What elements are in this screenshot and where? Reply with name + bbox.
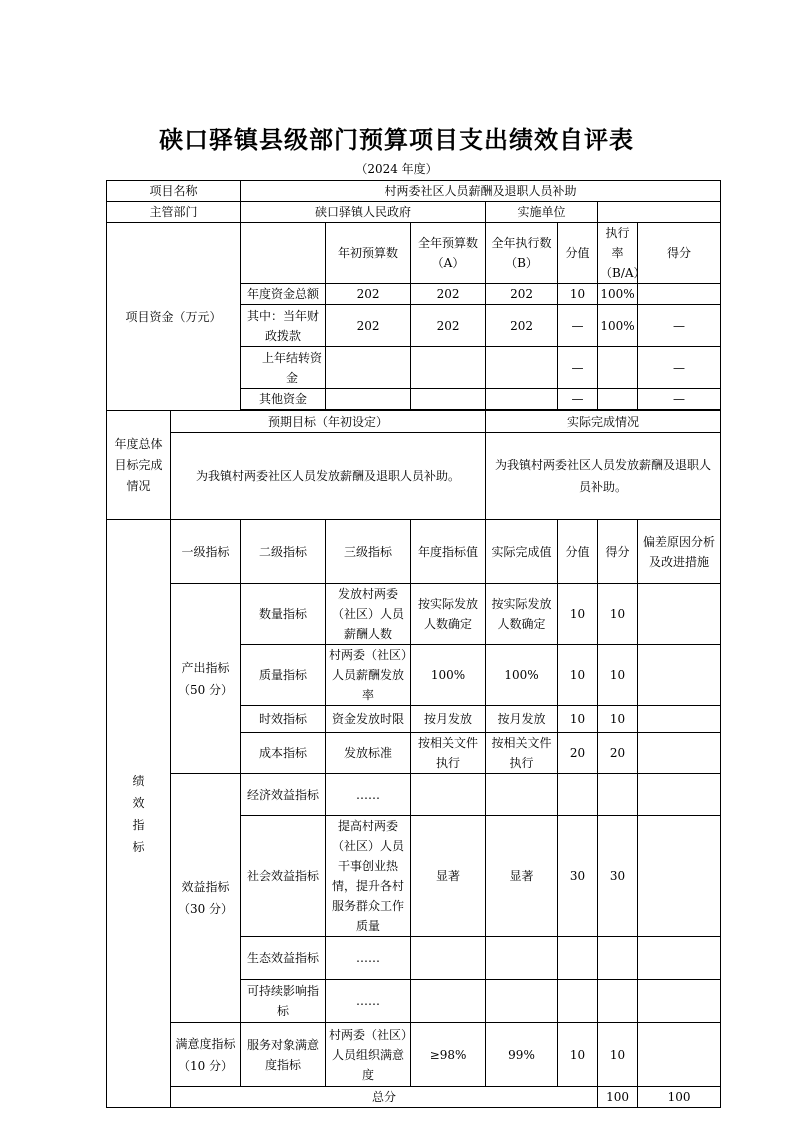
- funds-cell-score: —: [558, 347, 598, 389]
- funds-cell-score: —: [558, 305, 598, 347]
- funds-cell-rate: 100%: [598, 284, 638, 305]
- ind-actual: 按月发放: [486, 706, 558, 733]
- ind-reason: [638, 706, 721, 733]
- ind-level3: ……: [326, 980, 411, 1023]
- funds-cell-got: —: [638, 347, 721, 389]
- ind-reason: [638, 584, 721, 645]
- ind-header-level3: 三级指标: [326, 520, 411, 584]
- ind-reason: [638, 1023, 721, 1087]
- funds-header-row: [107, 223, 721, 284]
- row-department: [107, 202, 721, 223]
- year-subtitle: （2024 年度）: [355, 162, 438, 176]
- ind-target: 100%: [411, 645, 486, 706]
- ind-reason: [638, 980, 721, 1023]
- ind-got: 10: [598, 584, 638, 645]
- funds-cell-score: —: [558, 389, 598, 410]
- funds-header-got: 得分: [638, 223, 721, 284]
- ind-score: 10: [558, 706, 598, 733]
- funds-cell-rate: [598, 389, 638, 410]
- indicators-label: [107, 520, 171, 1108]
- ind-actual: [486, 937, 558, 980]
- funds-cell-full: [411, 389, 486, 410]
- ind-score: 30: [558, 816, 598, 937]
- ind-actual: 99%: [486, 1023, 558, 1087]
- ind-header-actual: 实际完成值: [486, 520, 558, 584]
- group-benefit-label: 效益指标（30 分）: [171, 774, 241, 1023]
- dept-label: 主管部门: [107, 202, 241, 223]
- ind-score: 10: [558, 1023, 598, 1087]
- ind-target: 按月发放: [411, 706, 486, 733]
- ind-level3: 发放村两委（社区）人员薪酬人数: [326, 584, 411, 645]
- ind-score: [558, 980, 598, 1023]
- funds-header-score: 分值: [558, 223, 598, 284]
- funds-cell-exec: 202: [486, 284, 558, 305]
- dept-value: 硖口驿镇人民政府: [241, 202, 486, 223]
- total-row: [107, 1087, 721, 1108]
- funds-row-label: 其中：当年财政拨款: [241, 305, 326, 347]
- ind-target: [411, 980, 486, 1023]
- funds-cell-got: [638, 284, 721, 305]
- ind-level2: 数量指标: [241, 584, 326, 645]
- goals-content-row: [107, 433, 721, 520]
- funds-cell-initial: 202: [326, 284, 411, 305]
- goals-expected-text: 为我镇村两委社区人员发放薪酬及退职人员补助。: [171, 433, 486, 520]
- row-project-name: [107, 181, 721, 202]
- ind-reason: [638, 733, 721, 774]
- ind-reason: [638, 816, 721, 937]
- funds-row-label: 上年结转资金: [241, 347, 326, 389]
- funds-row-label: 年度资金总额: [241, 284, 326, 305]
- ind-reason: [638, 937, 721, 980]
- funds-header-blank: [241, 223, 326, 284]
- funds-label: 项目资金（万元）: [107, 223, 241, 411]
- funds-cell-rate: [598, 347, 638, 389]
- funds-cell-full: [411, 347, 486, 389]
- ind-level2: 社会效益指标: [241, 816, 326, 937]
- goals-label: 年度总体目标完成情况: [107, 411, 171, 520]
- ind-level2: 质量指标: [241, 645, 326, 706]
- indicator-row: [107, 774, 721, 816]
- goals-header-row: [107, 411, 721, 433]
- ind-got: [598, 980, 638, 1023]
- performance-table: [106, 180, 721, 1108]
- ind-target: 按相关文件执行: [411, 733, 486, 774]
- ind-actual: 100%: [486, 645, 558, 706]
- ind-header-target: 年度指标值: [411, 520, 486, 584]
- indicator-row: [107, 1023, 721, 1087]
- ind-level3: 村两委（社区）人员组织满意度: [326, 1023, 411, 1087]
- ind-level3: 资金发放时限: [326, 706, 411, 733]
- ind-level3: ……: [326, 774, 411, 816]
- ind-reason: [638, 774, 721, 816]
- unit-label: 实施单位: [486, 202, 598, 223]
- funds-cell-exec: 202: [486, 305, 558, 347]
- funds-header-full-exec: 全年执行数（B）: [486, 223, 558, 284]
- ind-target: 显著: [411, 816, 486, 937]
- funds-cell-initial: [326, 389, 411, 410]
- ind-level2: 生态效益指标: [241, 937, 326, 980]
- funds-cell-got: —: [638, 305, 721, 347]
- funds-row-label: 其他资金: [241, 389, 326, 410]
- ind-score: 10: [558, 584, 598, 645]
- funds-cell-score: 10: [558, 284, 598, 305]
- funds-header-full-budget: 全年预算数（A）: [411, 223, 486, 284]
- ind-level2: 可持续影响指标: [241, 980, 326, 1023]
- funds-cell-exec: [486, 389, 558, 410]
- ind-actual: [486, 980, 558, 1023]
- funds-header-rate: 执行率（B/A）: [598, 223, 638, 284]
- group-satisfaction-label: 满意度指标（10 分）: [171, 1023, 241, 1087]
- ind-got: [598, 774, 638, 816]
- ind-header-level1: 一级指标: [171, 520, 241, 584]
- ind-got: [598, 937, 638, 980]
- funds-cell-full: 202: [411, 284, 486, 305]
- ind-actual: 按实际发放人数确定: [486, 584, 558, 645]
- ind-got: 10: [598, 1023, 638, 1087]
- ind-got: 10: [598, 706, 638, 733]
- ind-level3: 提高村两委（社区）人员干事创业热情，提升各村服务群众工作质量: [326, 816, 411, 937]
- ind-header-score: 分值: [558, 520, 598, 584]
- funds-cell-full: 202: [411, 305, 486, 347]
- funds-cell-initial: [326, 347, 411, 389]
- total-label: 总分: [171, 1087, 598, 1108]
- funds-cell-rate: 100%: [598, 305, 638, 347]
- indicator-row: [107, 584, 721, 645]
- ind-level3: 村两委（社区）人员薪酬发放率: [326, 645, 411, 706]
- funds-cell-got: —: [638, 389, 721, 410]
- ind-reason: [638, 645, 721, 706]
- ind-score: [558, 937, 598, 980]
- goals-expected-header: 预期目标（年初设定）: [171, 411, 486, 433]
- ind-header-reason: 偏差原因分析及改进措施: [638, 520, 721, 584]
- ind-level2: 服务对象满意度指标: [241, 1023, 326, 1087]
- ind-actual: 显著: [486, 816, 558, 937]
- funds-header-initial: 年初预算数: [326, 223, 411, 284]
- project-name-label: 项目名称: [107, 181, 241, 202]
- indicators-label-text: 绩效指标: [132, 773, 145, 854]
- ind-header-got: 得分: [598, 520, 638, 584]
- ind-got: 30: [598, 816, 638, 937]
- ind-level3: 发放标准: [326, 733, 411, 774]
- ind-score: [558, 774, 598, 816]
- funds-cell-exec: [486, 347, 558, 389]
- ind-got: 10: [598, 645, 638, 706]
- ind-got: 20: [598, 733, 638, 774]
- ind-target: ≥98%: [411, 1023, 486, 1087]
- ind-level2: 成本指标: [241, 733, 326, 774]
- ind-level2: 经济效益指标: [241, 774, 326, 816]
- ind-level3: ……: [326, 937, 411, 980]
- ind-header-level2: 二级指标: [241, 520, 326, 584]
- ind-level2: 时效指标: [241, 706, 326, 733]
- ind-score: 20: [558, 733, 598, 774]
- goals-actual-header: 实际完成情况: [486, 411, 721, 433]
- group-output-label: 产出指标（50 分）: [171, 584, 241, 774]
- ind-target: [411, 774, 486, 816]
- indicators-header-row: [107, 520, 721, 584]
- ind-target: 按实际发放人数确定: [411, 584, 486, 645]
- funds-cell-initial: 202: [326, 305, 411, 347]
- project-name-value: 村两委社区人员薪酬及退职人员补助: [241, 181, 721, 202]
- total-got: 100: [638, 1087, 721, 1108]
- ind-actual: [486, 774, 558, 816]
- total-score: 100: [598, 1087, 638, 1108]
- ind-score: 10: [558, 645, 598, 706]
- ind-actual: 按相关文件执行: [486, 733, 558, 774]
- goals-actual-text: 为我镇村两委社区人员发放薪酬及退职人员补助。: [486, 433, 721, 520]
- unit-value: [598, 202, 721, 223]
- page-title: 硖口驿镇县级部门预算项目支出绩效自评表: [159, 126, 634, 154]
- ind-target: [411, 937, 486, 980]
